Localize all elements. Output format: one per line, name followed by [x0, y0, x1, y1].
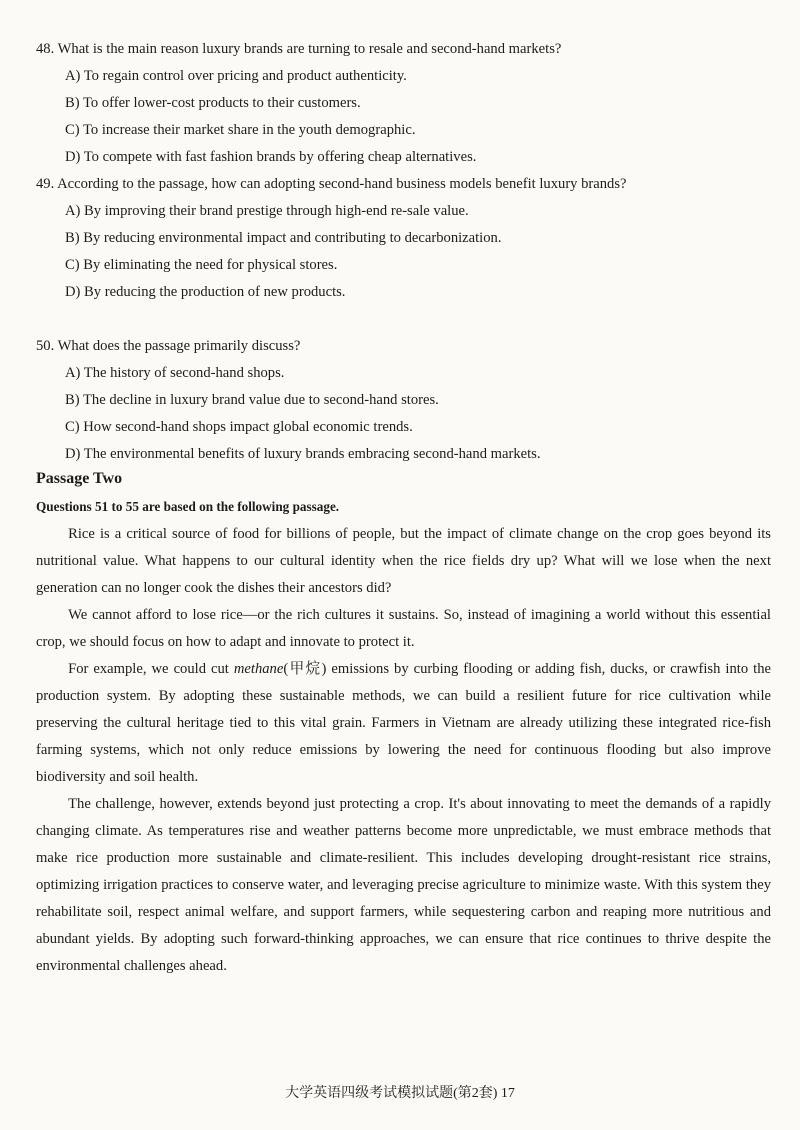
question-stem: 50. What does the passage primarily discuss? — [36, 338, 301, 354]
option-d: D) To compete with fast fashion brands by offering cheap alternatives. — [65, 149, 477, 165]
option-c: C) To increase their market share in the youth demographic. — [65, 122, 416, 138]
paragraph-4: The challenge, however, extends beyond just protecting a crop. It's about innovating to meet the demands of a rapidly changing climate. As temperatures rise and weather patterns become more unpredictable, we must embrace methods that make rice production more sustainable and climate-resilient. This includes developing drought-resistant rice strains, optimizing irrigation practices to conserve water, and leveraging precise agriculture to minimize waste. With this system they rehabilitate soil, respect animal welfare, and support farmers, while sequestering carbon and reaping more nutritious and abundant yields. By adopting such forward-thinking approaches, we can ensure that rice continues to thrive despite the environmental challenges ahead. — [36, 796, 771, 974]
question-stem: 49. According to the passage, how can adopting second-hand business models benefit luxury brands? — [36, 176, 627, 192]
passage-instruction: Questions 51 to 55 are based on the following passage. — [36, 499, 340, 514]
option-a: A) To regain control over pricing and product authenticity. — [65, 68, 407, 84]
option-a: A) The history of second-hand shops. — [65, 365, 285, 381]
paragraph-3-rest: emissions by curbing flooding or adding fish, ducks, or crawfish into the production system. By adopting these sustainable methods, we can build a resilient future for rice cultivation while preserving the cultural heritage tied to this vital grain. Farmers in Vietnam are already utilizing these integrated rice-fish farming systems, which not only reduce emissions by lowering the need for continuous flooding but also improve biodiversity and soil health. — [36, 661, 771, 785]
glossed-term: methane — [233, 661, 284, 677]
option-b: B) The decline in luxury brand value due to second-hand stores. — [65, 392, 439, 408]
passage-body — [36, 521, 771, 980]
paragraph-3-lead: For example, we could cut — [68, 661, 234, 677]
question-49 — [36, 171, 764, 306]
passage-heading: Passage Two — [36, 470, 123, 487]
option-c: C) By eliminating the need for physical stores. — [65, 257, 338, 273]
option-d: D) The environmental benefits of luxury brands embracing second-hand markets. — [65, 446, 541, 462]
page-footer: 大学英语四级考试模拟试题(第2套) 17 — [285, 1086, 515, 1101]
term-gloss: (甲烷) — [283, 661, 327, 677]
question-stem: 48. What is the main reason luxury brands are turning to resale and second-hand markets? — [36, 41, 562, 57]
paragraph-3 — [36, 656, 771, 791]
option-b: B) To offer lower-cost products to their customers. — [65, 95, 361, 111]
option-a: A) By improving their brand prestige through high-end re-sale value. — [65, 203, 469, 219]
option-c: C) How second-hand shops impact global economic trends. — [65, 419, 413, 435]
paragraph-2: We cannot afford to lose rice—or the rich cultures it sustains. So, instead of imagining a world without this essential crop, we should focus on how to adapt and innovate to protect it. — [36, 607, 771, 650]
paragraph-1: Rice is a critical source of food for billions of people, but the impact of climate change on the crop goes beyond its nutritional value. What happens to our cultural identity when the rice fields dry up? What will we lose when the next generation can no longer cook the dishes their ancestors did? — [36, 526, 771, 596]
question-48 — [36, 36, 764, 171]
question-50 — [36, 333, 764, 468]
option-b: B) By reducing environmental impact and contributing to decarbonization. — [65, 230, 502, 246]
option-d: D) By reducing the production of new products. — [65, 284, 346, 300]
